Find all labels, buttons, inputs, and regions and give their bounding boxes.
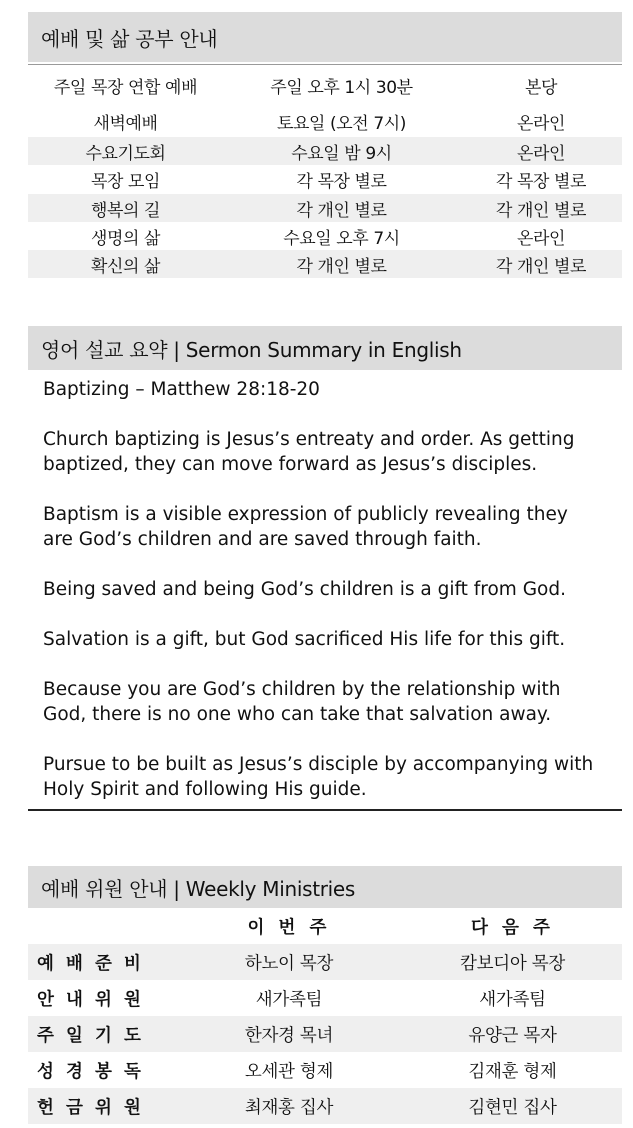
table-row bbox=[28, 1088, 622, 1124]
worship-section-header bbox=[28, 12, 622, 62]
worship-schedule-table bbox=[28, 64, 622, 278]
section-divider bbox=[28, 809, 622, 811]
ministry-role: 성 경 봉 독 bbox=[37, 1061, 144, 1082]
sermon-heading: Baptizing – Matthew 28:18-20 bbox=[43, 379, 320, 400]
this-week-assignee: 오세관 형제 bbox=[244, 1061, 334, 1082]
service-time: 각 개인 별로 bbox=[296, 200, 387, 221]
next-week-label: 다 음 주 bbox=[471, 917, 554, 938]
sermon-paragraph: Church baptizing is Jesus’s entreaty and order. As getting baptized, they can move forward as Jesus’s disciples. bbox=[43, 429, 575, 475]
table-row bbox=[28, 1016, 622, 1052]
service-name: 수요기도회 bbox=[85, 143, 166, 164]
service-time: 각 개인 별로 bbox=[296, 256, 387, 277]
service-time: 수요일 밤 9시 bbox=[291, 143, 392, 164]
table-row bbox=[28, 165, 622, 194]
this-week-assignee: 최재홍 집사 bbox=[244, 1097, 334, 1118]
service-name: 행복의 길 bbox=[90, 200, 161, 221]
this-week-label: 이 번 주 bbox=[247, 917, 331, 938]
ministries-section-header bbox=[28, 866, 622, 908]
table-row bbox=[28, 65, 622, 105]
service-name: 확신의 삶 bbox=[90, 256, 161, 277]
service-time: 각 목장 별로 bbox=[296, 172, 387, 192]
sermon-paragraph: Being saved and being God’s children is a gift from God. bbox=[43, 579, 566, 600]
service-time: 수요일 오후 7시 bbox=[283, 228, 400, 249]
next-week-assignee: 김현민 집사 bbox=[468, 1097, 557, 1118]
service-place: 온라인 bbox=[516, 143, 566, 164]
table-row bbox=[28, 944, 622, 980]
service-name: 생명의 삶 bbox=[90, 228, 161, 249]
table-row bbox=[28, 980, 622, 1016]
service-place: 각 개인 별로 bbox=[495, 200, 587, 221]
service-place: 각 목장 별로 bbox=[495, 172, 587, 192]
table-row bbox=[28, 194, 622, 222]
service-name: 새벽예배 bbox=[93, 113, 158, 134]
this-week-assignee: 새가족팀 bbox=[255, 989, 323, 1010]
this-week-assignee: 한자경 목녀 bbox=[244, 1025, 334, 1046]
sermon-section-header bbox=[28, 326, 622, 370]
next-week-assignee: 새가족팀 bbox=[479, 989, 546, 1010]
service-time: 토요일 (오전 7시) bbox=[276, 113, 407, 134]
ministries-table bbox=[28, 908, 622, 1124]
table-row bbox=[28, 105, 622, 137]
this-week-assignee: 하노이 목장 bbox=[244, 953, 334, 974]
ministry-role: 예 배 준 비 bbox=[37, 953, 144, 974]
table-row bbox=[28, 137, 622, 165]
ministries-header-row bbox=[28, 908, 622, 944]
table-row bbox=[28, 250, 622, 278]
sermon-paragraph: Pursue to be built as Jesus’s disciple by accompanying with Holy Spirit and following His guide. bbox=[43, 754, 594, 800]
worship-section-title: 예배 및 삶 공부 안내 bbox=[41, 26, 218, 51]
sermon-summary bbox=[43, 377, 603, 827]
service-place: 온라인 bbox=[516, 113, 566, 134]
ministries-section-title: 예배 위원 안내 | Weekly Ministries bbox=[41, 876, 356, 901]
service-name: 목장 모임 bbox=[90, 172, 161, 192]
sermon-paragraph: Baptism is a visible expression of publicly revealing they are God’s children and are saved through faith. bbox=[43, 504, 568, 550]
next-week-assignee: 캄보디아 목장 bbox=[460, 953, 565, 974]
next-week-assignee: 김재훈 형제 bbox=[468, 1061, 557, 1082]
table-row bbox=[28, 222, 622, 250]
service-place: 본당 bbox=[524, 77, 558, 98]
sermon-section-title: 영어 설교 요약 | Sermon Summary in English bbox=[41, 337, 462, 362]
next-week-assignee: 유양근 목자 bbox=[468, 1025, 557, 1046]
ministry-role: 안 내 위 원 bbox=[37, 989, 144, 1010]
ministry-role: 주 일 기 도 bbox=[37, 1025, 144, 1046]
ministry-role: 헌 금 위 원 bbox=[37, 1097, 144, 1118]
table-row bbox=[28, 1052, 622, 1088]
service-time: 주일 오후 1시 30분 bbox=[270, 77, 413, 98]
service-place: 온라인 bbox=[516, 228, 566, 249]
sermon-paragraph: Because you are God’s children by the relationship with God, there is no one who can take that salvation away. bbox=[43, 679, 561, 725]
sermon-paragraph: Salvation is a gift, but God sacrificed His life for this gift. bbox=[43, 629, 566, 650]
service-name: 주일 목장 연합 예배 bbox=[53, 77, 198, 98]
service-place: 각 개인 별로 bbox=[495, 256, 587, 277]
